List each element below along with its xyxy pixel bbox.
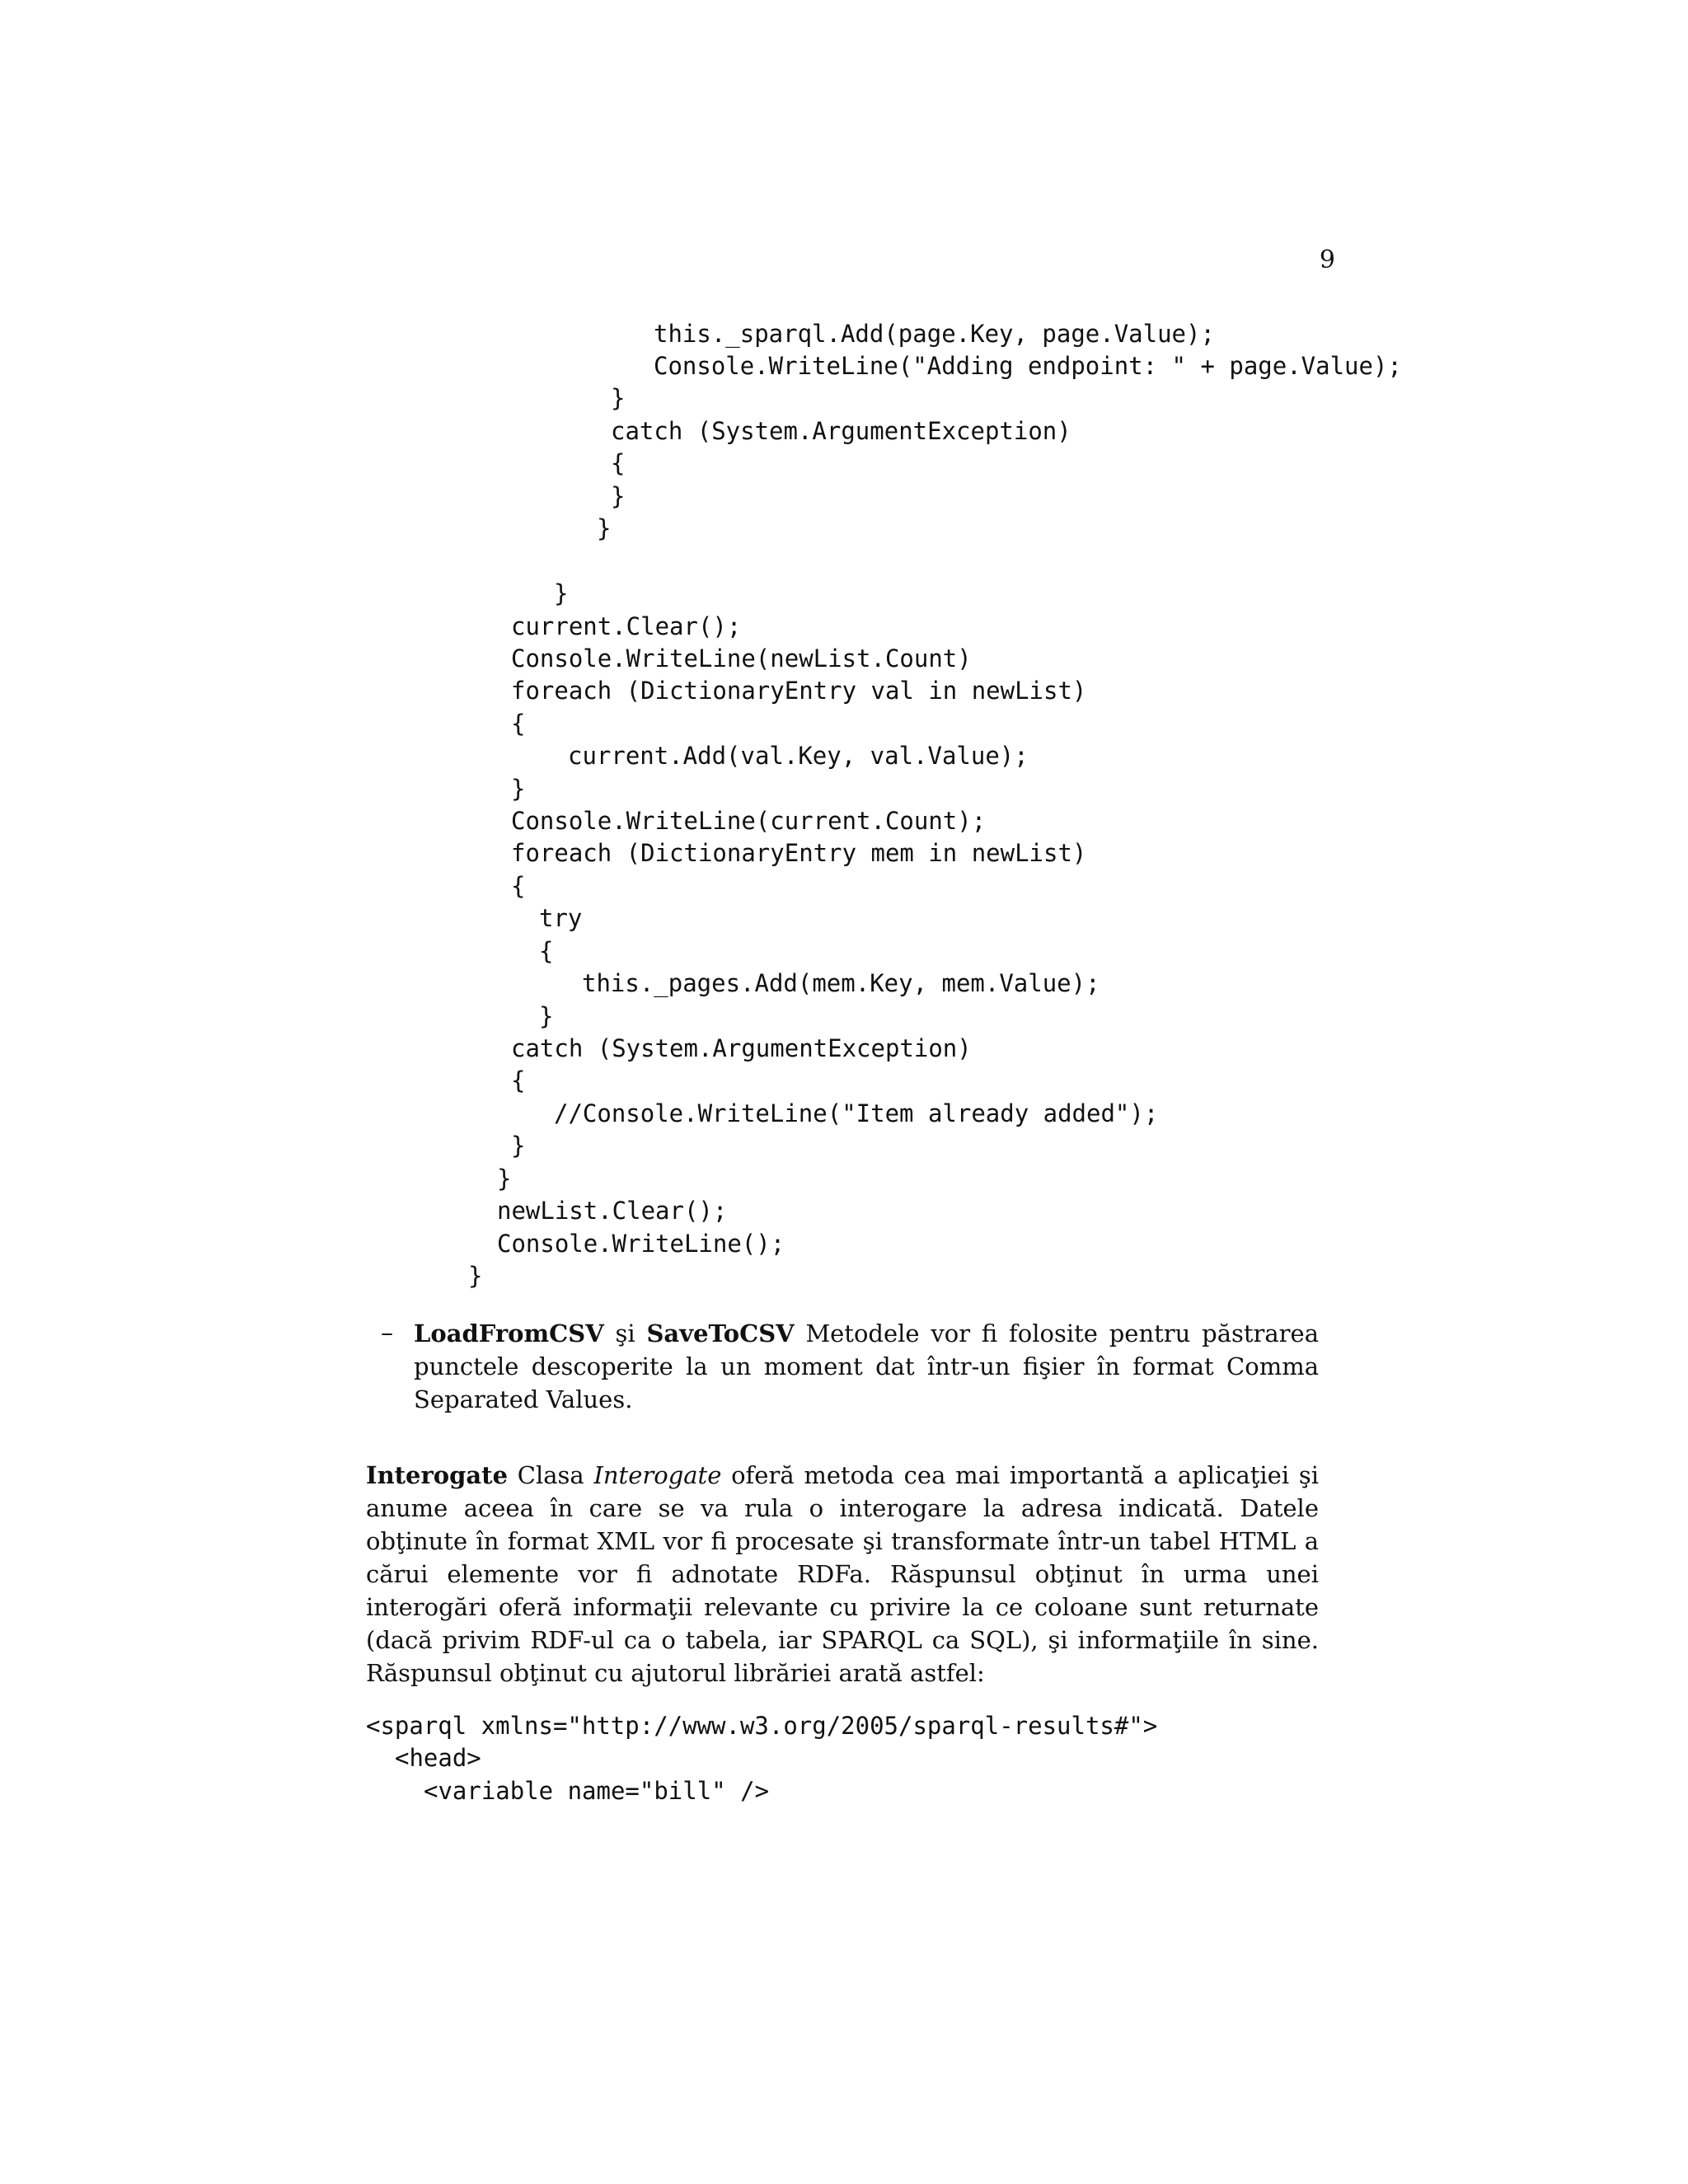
bullet-description: Metodele vor fi folosite pentru păstrarea punctele descoperite la un moment dat într-un fişier în format Comma Separated Values. (414, 1319, 1319, 1413)
code-line: } (539, 1002, 554, 1030)
code-line: } (611, 482, 626, 510)
bullet-dash: – (381, 1319, 393, 1347)
code-line: foreach (DictionaryEntry val in newList) (511, 677, 1087, 705)
code-line: { (511, 872, 526, 900)
code-line: { (511, 710, 526, 738)
code-line: this._sparql.Add(page.Key, page.Value); (654, 320, 1215, 348)
code-line: } (611, 384, 626, 412)
code-line: Console.WriteLine("Adding endpoint: " + page.Value); (654, 352, 1402, 380)
code-line: <head> (395, 1744, 481, 1772)
code-line: try (539, 904, 583, 932)
interogate-paragraph (366, 1459, 1319, 1690)
paragraph-text-2: oferă metoda cea mai importantă a aplicaţiei şi anume aceea în care se va rula o interogare la adresa indicată. Datele obţinute în format XML vor fi procesate şi transformate într-un tabel HTML a cărui elemente vor fi adnotate RDFa. Răspunsul obţinut în urma unei interogări oferă informaţii relevante cu privire la ce coloane sunt returnate (dacă privim RDF-ul ca o tabela, iar SPARQL ca SQL), şi informaţiile în sine. Răspunsul obţinut cu ajutorul librăriei arată astfel: (366, 1461, 1319, 1687)
code-line: } (511, 775, 526, 803)
term-loadfromcsv: LoadFromCSV (414, 1319, 604, 1347)
paragraph-text-1: Clasa (508, 1461, 594, 1489)
code-line: current.Add(val.Key, val.Value); (568, 742, 1029, 770)
code-line: <sparql xmlns="http://www.w3.org/2005/sparql-results#"> (366, 1712, 1158, 1740)
conjunction: şi (603, 1319, 647, 1347)
bullet-item (414, 1317, 1319, 1416)
code-line: <variable name="bill" /> (424, 1777, 770, 1805)
code-line: Console.WriteLine(newList.Count) (511, 644, 972, 673)
code-line: { (511, 1066, 526, 1094)
code-line: catch (System.ArgumentException) (611, 417, 1071, 445)
code-line: } (511, 1132, 526, 1160)
code-line: } (597, 514, 612, 542)
code-line: } (497, 1165, 512, 1193)
code-line: { (611, 449, 626, 477)
code-line: catch (System.ArgumentException) (511, 1034, 972, 1062)
code-line: Console.WriteLine(current.Count); (511, 807, 987, 835)
code-line: newList.Clear(); (497, 1197, 728, 1225)
code-line: current.Clear(); (511, 612, 742, 640)
code-line: Console.WriteLine(); (497, 1230, 785, 1258)
code-line: { (539, 937, 554, 965)
code-line: foreach (DictionaryEntry mem in newList) (511, 839, 1087, 867)
code-line: //Console.WriteLine("Item already added"); (554, 1099, 1159, 1127)
paragraph-heading: Interogate (366, 1461, 509, 1489)
page-number: 9 (1319, 246, 1335, 274)
class-name: Interogate (593, 1461, 722, 1489)
code-line: } (468, 1262, 483, 1290)
code-line: this._pages.Add(mem.Key, mem.Value); (582, 969, 1100, 997)
term-savetocsv: SaveToCSV (646, 1319, 795, 1347)
code-line: } (554, 579, 569, 607)
